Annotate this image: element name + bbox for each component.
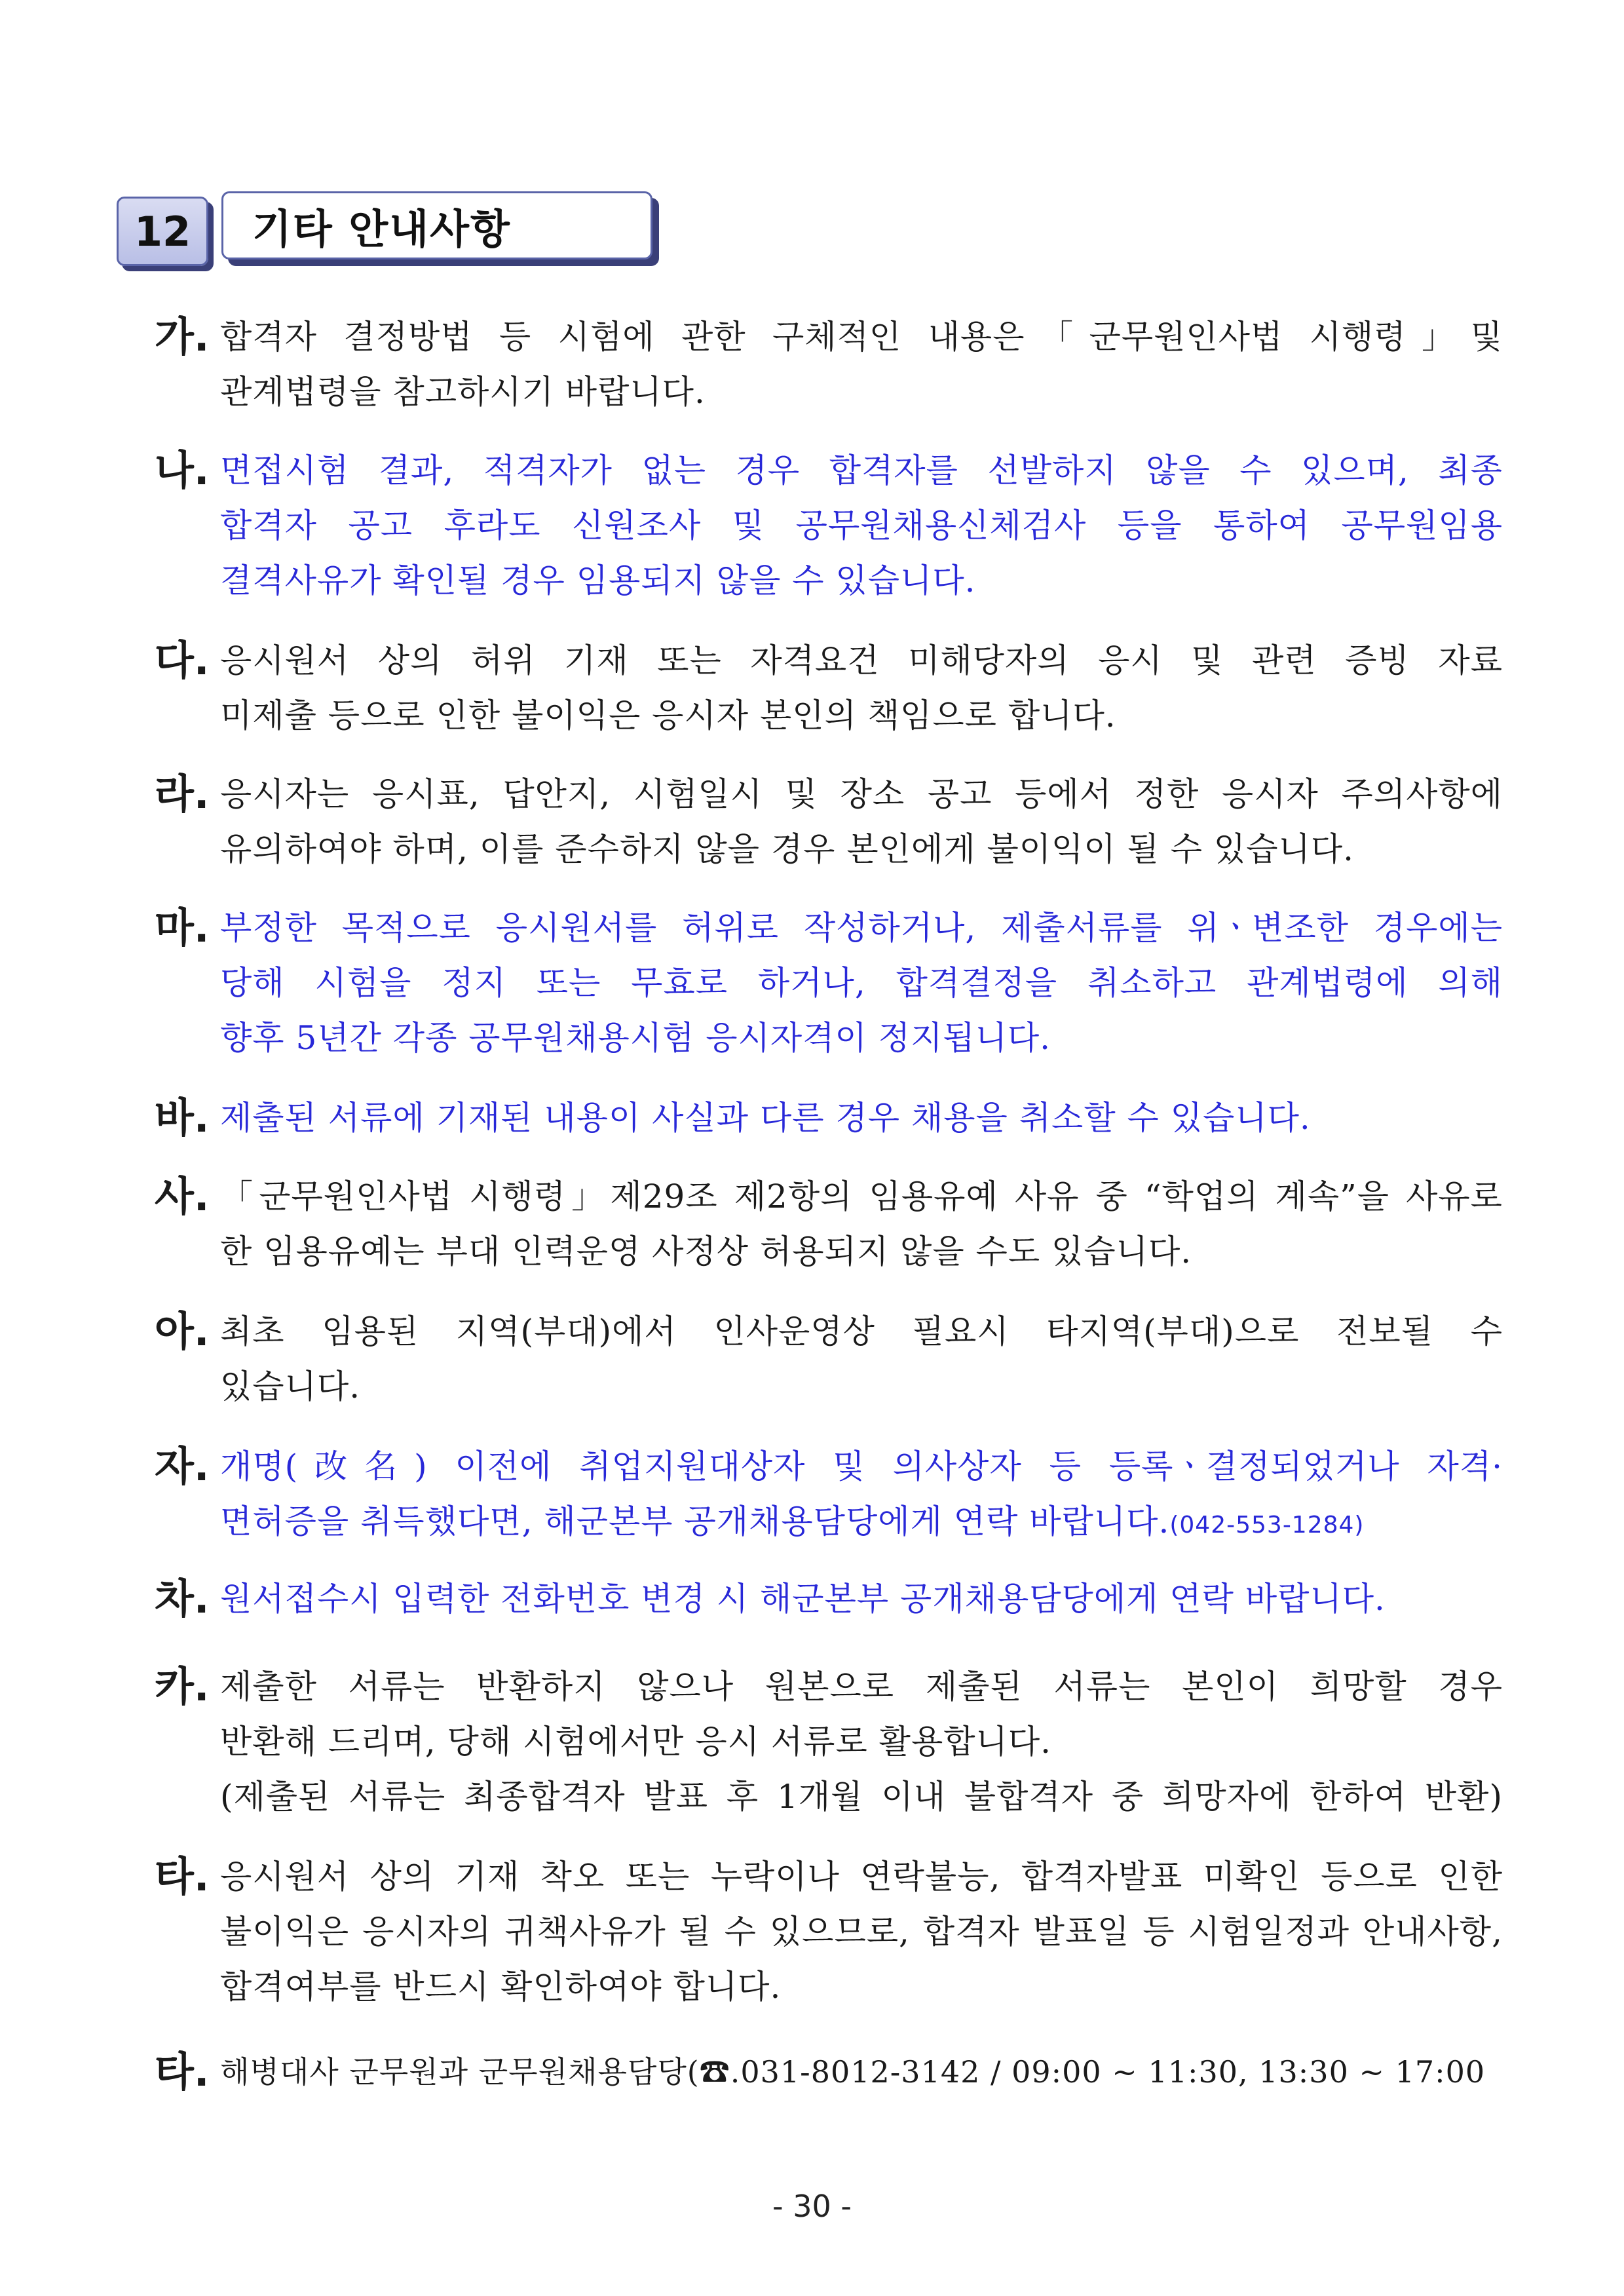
item-text	[220, 1659, 1503, 1824]
item-line: 결격사유가 확인될 경우 임용되지 않을 수 있습니다.	[220, 562, 976, 600]
item-line: (제출된 서류는 최종합격자 발표 후 1개월 이내 불합격자 중 희망자에 한하여 반환)	[220, 1778, 1503, 1816]
item-line: 불이익은 응시자의 귀책사유가 될 수 있으므로, 합격자 발표일 등 시험일정과 안내사항,	[220, 1913, 1503, 1951]
item-line: 한 임용유예는 부대 인력운영 사정상 허용되지 않을 수도 있습니다.	[220, 1233, 1192, 1271]
item-line: 제출된 서류에 기재된 내용이 사실과 다른 경우 채용을 취소할 수 있습니다.	[220, 1099, 1311, 1137]
item-line: 제출한 서류는 반환하지 않으나 원본으로 제출된 서류는 본인이 희망할 경우	[220, 1668, 1503, 1706]
item-marker: 사.	[155, 1172, 210, 1220]
item-marker: 카.	[155, 1662, 210, 1710]
item-line	[220, 1494, 1503, 1553]
item-line-text: 면허증을 취득했다면, 해군본부 공개채용담당에게 연락 바랍니다.	[220, 1502, 1170, 1540]
item-marker: 바.	[155, 1094, 210, 1141]
item-marker: 라.	[155, 770, 210, 818]
item-text	[220, 1571, 1503, 1626]
item-line: 부정한 목적으로 응시원서를 허위로 작성하거나, 제출서류를 위ㆍ변조한 경우에는	[220, 909, 1503, 947]
item-text	[220, 1169, 1503, 1279]
item-line: 합격자 공고 후라도 신원조사 및 공무원채용신체검사 등을 통하여 공무원임용	[220, 507, 1503, 545]
item-text	[220, 633, 1503, 743]
item-line: 합격여부를 반드시 확인하여야 합니다.	[220, 1968, 782, 2006]
item-marker: 마.	[155, 904, 210, 951]
item-marker: 아.	[155, 1307, 210, 1355]
item-line: 응시원서 상의 기재 착오 또는 누락이나 연락불능, 합격자발표 미확인 등으로 인한	[220, 1858, 1503, 1896]
item-line: 당해 시험을 정지 또는 무효로 하거나, 합격결정을 취소하고 관계법령에 의해	[220, 964, 1503, 1002]
section-number: 12	[117, 197, 208, 266]
item-line: 미제출 등으로 인한 불이익은 응시자 본인의 책임으로 합니다.	[220, 697, 1116, 735]
item-line: 해병대사 군무원과 군무원채용담당(☎.031-8012-3142 / 09:00 ~ 11:30, 13:30 ~ 17:00	[220, 2054, 1486, 2090]
item-line: 면접시험 결과, 적격자가 없는 경우 합격자를 선발하지 않을 수 있으며, 최종	[220, 451, 1503, 489]
item-line: 반환해 드리며, 당해 시험에서만 응시 서류로 활용합니다.	[220, 1723, 1052, 1761]
item-line: 관계법령을 참고하시기 바랍니다.	[220, 373, 706, 411]
item-line: 합격자 결정방법 등 시험에 관한 구체적인 내용은「군무원인사법 시행령」및	[220, 318, 1503, 356]
item-text	[220, 1439, 1503, 1553]
item-marker: 차.	[155, 1575, 210, 1622]
item-marker: 가.	[155, 313, 210, 360]
page-number: - 30 -	[772, 2189, 852, 2224]
item-marker: 나.	[155, 446, 210, 494]
item-line: 원서접수시 입력한 전화번호 변경 시 해군본부 공개채용담당에게 연락 바랍니다.	[220, 1580, 1386, 1618]
item-text	[220, 767, 1503, 877]
item-line: 개명(改名) 이전에 취업지원대상자 및 의사상자 등 등록ㆍ결정되었거나 자격·	[220, 1447, 1503, 1485]
item-marker: 다.	[155, 636, 210, 684]
item-text	[220, 1090, 1503, 1145]
item-line: 최초 임용된 지역(부대)에서 인사운영상 필요시 타지역(부대)으로 전보될 수	[220, 1312, 1503, 1350]
item-text	[220, 1304, 1503, 1414]
section-title: 기타 안내사항	[221, 191, 652, 259]
item-marker: 타.	[155, 2048, 210, 2095]
item-line: 「군무원인사법 시행령」제29조 제2항의 임용유예 사유 중 “학업의 계속”을 사유로	[220, 1177, 1503, 1215]
item-text	[220, 900, 1503, 1065]
item-line: 유의하여야 하며, 이를 준수하지 않을 경우 본인에게 불이익이 될 수 있습니다.	[220, 830, 1355, 868]
item-marker: 자.	[155, 1442, 210, 1490]
item-text	[220, 2044, 1503, 2099]
item-line: 응시자는 응시표, 답안지, 시험일시 및 장소 공고 등에서 정한 응시자 주의사항에	[220, 775, 1503, 813]
contact-phone: (042-553-1284)	[1169, 1512, 1365, 1539]
item-text	[220, 309, 1503, 419]
item-line: 응시원서 상의 허위 기재 또는 자격요건 미해당자의 응시 및 관련 증빙 자료	[220, 641, 1503, 679]
item-marker: 타.	[155, 1852, 210, 1900]
item-line: 향후 5년간 각종 공무원채용시험 응시자격이 정지됩니다.	[220, 1019, 1051, 1057]
item-line: 있습니다.	[220, 1368, 361, 1406]
item-text	[220, 1849, 1503, 2014]
item-text	[220, 443, 1503, 608]
